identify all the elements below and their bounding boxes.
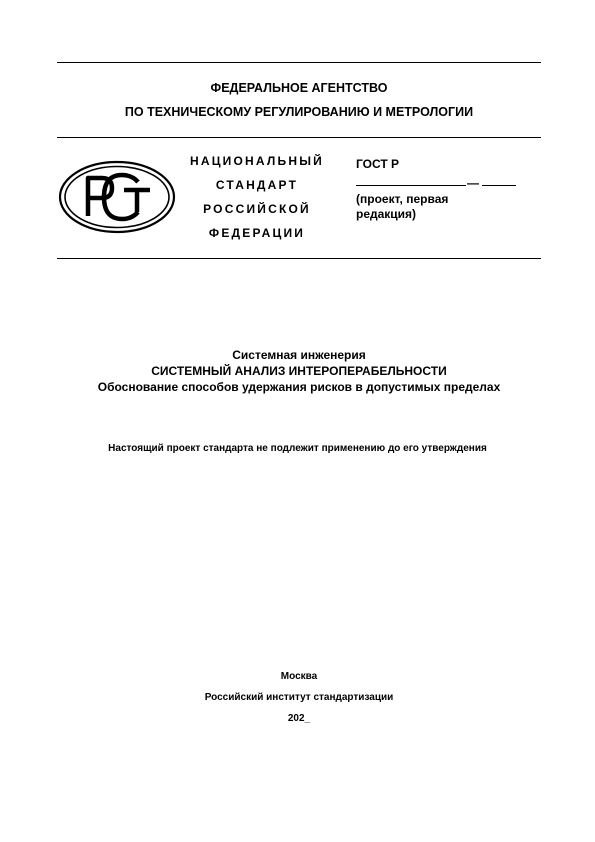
top-rule xyxy=(57,62,541,63)
title-line-3: Обоснование способов удержания рисков в допустимых пределах xyxy=(97,380,501,394)
number-blank-line xyxy=(356,185,466,186)
agency-line-1: ФЕДЕРАЛЬНОЕ АГЕНТСТВО xyxy=(210,81,388,95)
footer-year: 202_ xyxy=(287,713,311,724)
project-status-line-1: (проект, первая xyxy=(356,192,449,206)
standard-code: ГОСТ Р xyxy=(356,157,400,171)
agency-line-2: ПО ТЕХНИЧЕСКОМУ РЕГУЛИРОВАНИЮ И МЕТРОЛОГИИ xyxy=(124,105,474,119)
footer-publisher: Российский институт стандартизации xyxy=(204,692,394,703)
footer-city: Москва xyxy=(280,671,318,682)
project-status xyxy=(356,192,506,222)
rst-certification-mark-icon xyxy=(58,160,176,234)
standard-line-4: ФЕДЕРАЦИИ xyxy=(208,226,306,240)
standard-line-3: РОССИЙСКОЙ xyxy=(203,202,311,216)
header-rule xyxy=(57,137,541,138)
project-status-line-2: редакция) xyxy=(356,207,417,221)
notice: Настоящий проект стандарта не подлежит применению до его утверждения xyxy=(108,443,487,454)
standard-line-1: НАЦИОНАЛЬНЫЙ xyxy=(189,154,325,168)
year-blank-line xyxy=(482,185,516,186)
title-line-1: Системная инженерия xyxy=(232,348,366,362)
number-dash: — xyxy=(467,176,479,190)
title-line-2: СИСТЕМНЫЙ АНАЛИЗ ИНТЕРОПЕРАБЕЛЬНОСТИ xyxy=(151,364,447,378)
bottom-header-rule xyxy=(57,258,541,259)
standard-line-2: СТАНДАРТ xyxy=(215,178,299,192)
